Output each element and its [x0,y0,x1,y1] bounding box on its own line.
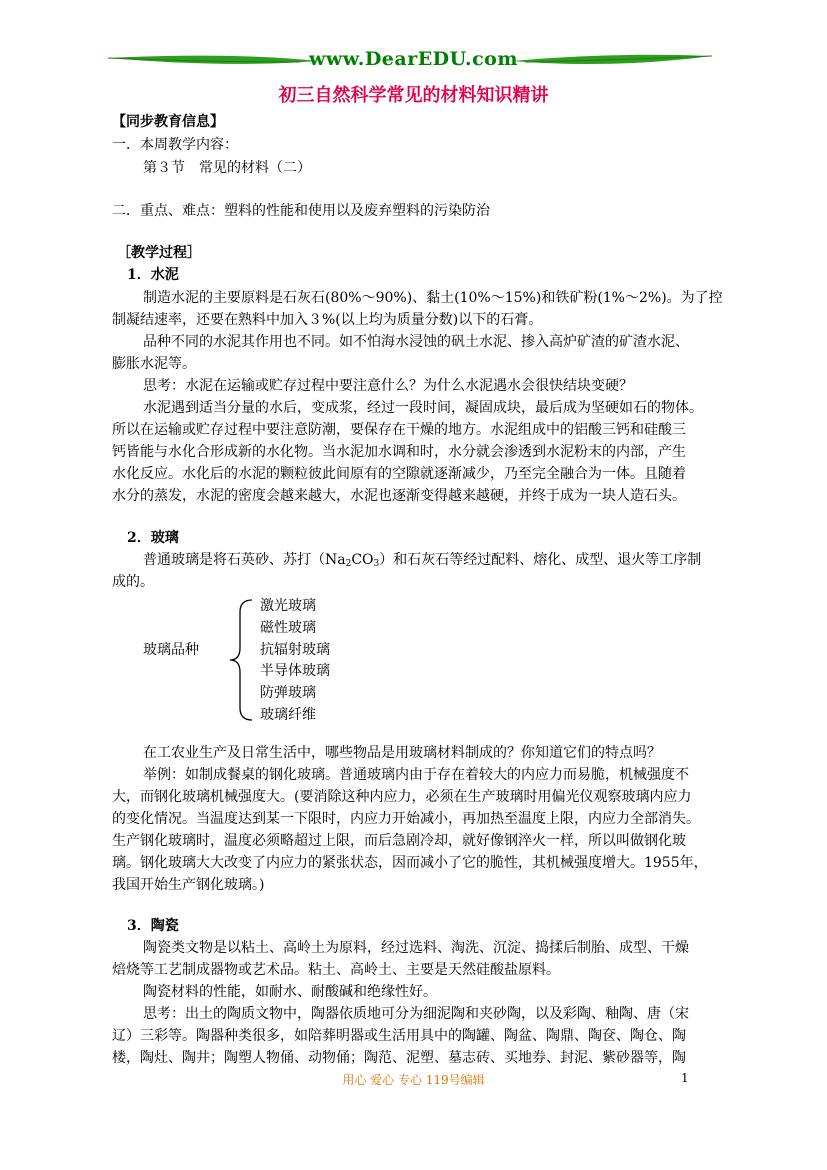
glass-type-item: 抗辐射玻璃 [260,642,330,658]
glass-types-label: 玻璃品种 [143,642,199,658]
site-url: www.DearEDU.com [309,48,518,70]
info-item-2: 二．重点、难点：塑料的性能和使用以及废弃塑料的污染防治 [112,203,490,219]
ceramic-line: 辽）三彩等。陶器种类很多，如陪葬明器或生活用具中的陶罐、陶盆、陶鼎、陶奁、陶仓、陶 [112,1028,686,1044]
cement-line: 膨胀水泥等。 [112,356,196,372]
glass-heading: 2．玻璃 [127,530,179,546]
section-heading-info: 【同步教育信息】 [112,114,224,130]
document-title: 初三自然科学常见的材料知识精讲 [278,85,549,106]
cement-line: 水化反应。水化后的水泥的颗粒彼此间原有的空隙就逐渐减少，乃至完全融合为一体。且随着 [112,466,686,482]
glass-type-item: 磁性玻璃 [260,620,316,636]
glass-intro-subscript: 2 [345,559,352,569]
glass-line: 我国开始生产钢化玻璃。) [112,877,265,893]
cement-line: 钙皆能与水化合形成新的水化物。当水泥加水调和时，水分就会渗透到水泥粉末的内部，产生 [112,444,686,460]
cement-line: 制造水泥的主要原料是石灰石(80%～90%)、黏土(10%～15%)和铁矿粉(1%～2%)。为了控 [143,290,723,306]
glass-line: 举例：如制成餐桌的钢化玻璃。普通玻璃内由于存在着较大的内应力而易脆，机械强度不 [143,767,689,783]
info-item-1: 一．本周教学内容： [112,137,238,153]
glass-type-item: 半导体玻璃 [260,663,330,679]
glass-intro-subscript: 3 [373,559,380,569]
cement-line: 水分的蒸发，水泥的密度会越来越大，水泥也逐渐变得越来越硬，并终于成为一块人造石头。 [112,488,686,504]
glass-line: 的变化情况。当温度达到某一下限时，内应力开始减小，再加热至温度上限，内应力全部消失。 [112,811,700,827]
cement-line: 水泥遇到适当分量的水后，变成浆，经过一段时间，凝固成块，最后成为坚硬如石的物体。 [143,400,703,416]
glass-line: 璃。钢化玻璃大大改变了内应力的紧张状态，因而减小了它的脆性，其机械强度增大。1955年， [112,855,708,871]
ceramic-line: 陶瓷材料的性能，如耐水、耐酸碱和绝缘性好。 [143,984,437,1000]
cement-line: 制凝结速率，还要在熟料中加入３%(以上均为质量分数)以下的石膏。 [112,312,543,328]
glass-line: 生产钢化玻璃时，温度必须略超过上限，而后急剧冷却，就好像钢淬火一样，所以叫做钢化玻 [112,833,686,849]
cement-line: 品种不同的水泥其作用也不同。如不怕海水浸蚀的矾土水泥、掺入高炉矿渣的矿渣水泥、 [143,334,689,350]
glass-intro [143,550,701,574]
glass-type-item: 激光玻璃 [260,598,316,614]
glass-intro-part: CO [351,552,374,568]
glass-intro-part: 普通玻璃是将石英砂、苏打（Na [143,552,346,568]
page-number: 1 [681,1071,689,1085]
cement-heading: 1．水泥 [127,267,179,283]
section-heading-process: ［教学过程］ [117,245,201,261]
curly-brace-icon [226,598,256,722]
glass-type-item: 防弹玻璃 [260,685,316,701]
glass-line: 大，而钢化玻璃机械强度大。(要消除这种内应力，必须在生产玻璃时用偏光仪观察玻璃内应力 [112,789,692,805]
ceramic-line: 楼，陶灶、陶井；陶塑人物俑、动物俑；陶范、泥塑、墓志砖、买地券、封泥、紫砂器等，陶 [112,1050,686,1066]
cement-line: 所以在运输或贮存过程中要注意防潮，要保存在干燥的地方。水泥组成中的铝酸三钙和硅酸三 [112,422,686,438]
glass-intro-line2: 成的。 [112,574,154,590]
ceramic-heading: 3．陶瓷 [127,918,179,934]
page-footer: 用心 爱心 专心 119号编辑 [342,1073,485,1087]
info-item-1-sub: 第３节 常见的材料（二） [143,160,311,176]
glass-line: 在工农业生产及日常生活中，哪些物品是用玻璃材料制成的？你知道它们的特点吗？ [143,745,661,761]
ceramic-line: 陶瓷类文物是以粘土、高岭土为原料，经过选料、淘洗、沉淀、捣揉后制胎、成型、干燥 [143,940,689,956]
glass-intro-part: ）和石灰石等经过配料、熔化、成型、退火等工序制 [379,552,702,568]
site-header-banner [0,44,827,84]
glass-type-item: 玻璃纤维 [260,707,316,723]
ceramic-line: 思考：出土的陶质文物中，陶器依质地可分为细泥陶和夹砂陶，以及彩陶、釉陶、唐（宋 [143,1006,689,1022]
ceramic-line: 焙烧等工艺制成器物或艺术品。粘土、高岭土、主要是天然硅酸盐原料。 [112,962,560,978]
cement-line: 思考：水泥在运输或贮存过程中要注意什么？为什么水泥遇水会很快结块变硬？ [143,378,633,394]
